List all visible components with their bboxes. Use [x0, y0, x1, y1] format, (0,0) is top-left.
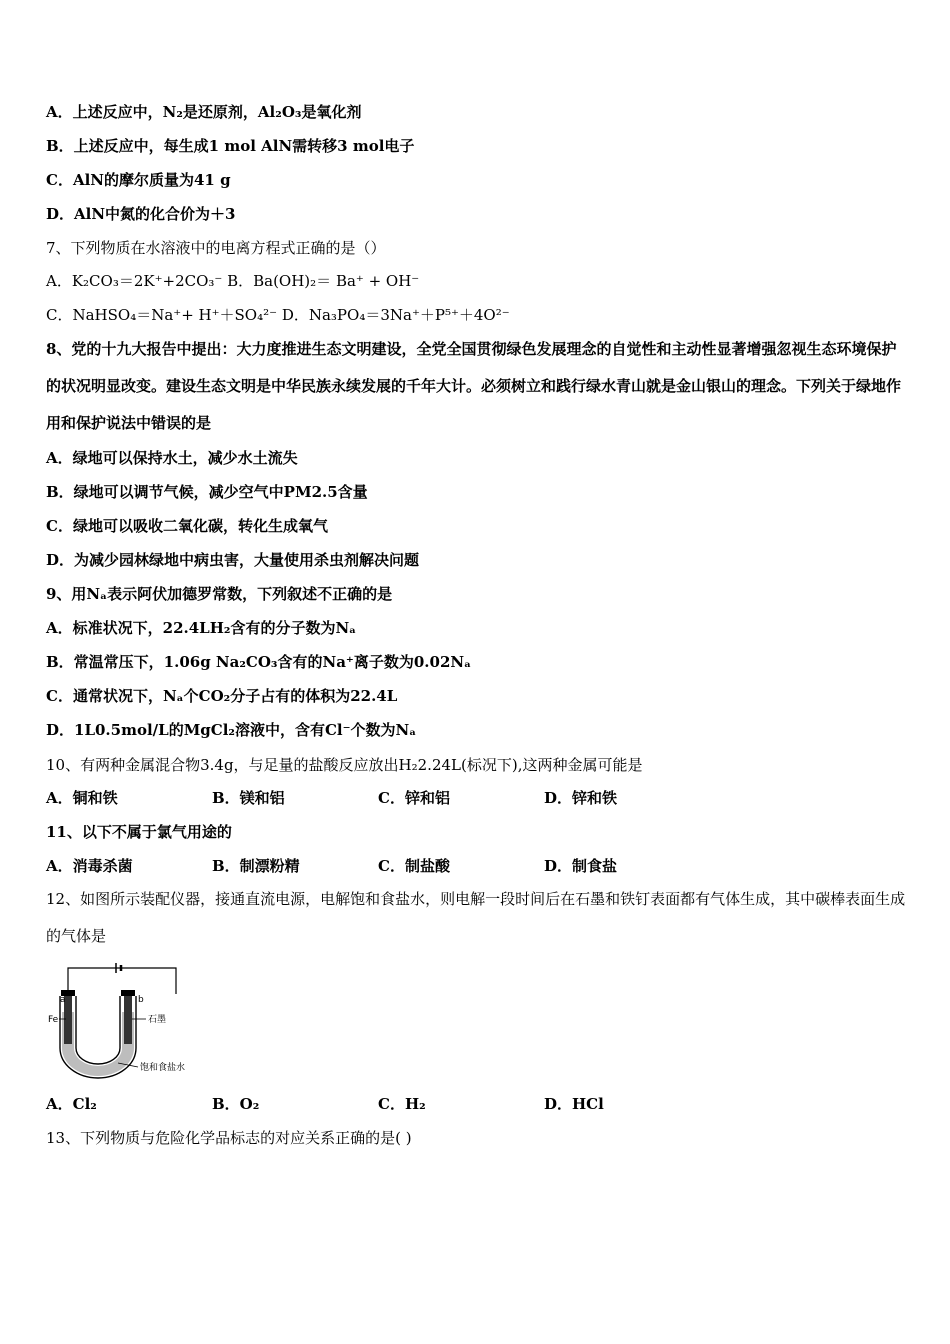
- q12-option-a: A．Cl₂: [46, 1095, 97, 1113]
- u-tube-inner: [76, 996, 120, 1064]
- label-a: a: [60, 995, 66, 1005]
- q9-option-b: B．常温常压下，1.06g Na₂CO₃含有的Na⁺离子数为0.02Nₐ: [46, 653, 472, 671]
- q8-stem: 8、党的十九大报告中提出：大力度推进生态文明建设，全党全国贯彻绿色发展理念的自觉性和主动性显著增强忽视生态环境保护的状况明显改变。建设生态文明是中华民族永续发展的千年大计。必须树立和践行绿水青山就是金山银山的理念。下列关于绿地作用和保护说法中错误的是: [46, 340, 902, 432]
- q6-option-d: D．AlN中氮的化合价为＋3: [46, 205, 236, 223]
- q10-option-b: B．镁和铝: [212, 789, 285, 807]
- q6-option-c: C．AlN的摩尔质量为41 g: [46, 171, 231, 189]
- q9-option-a: A．标准状况下，22.4LH₂含有的分子数为Nₐ: [46, 619, 357, 637]
- q9-option-c: C．通常状况下，Nₐ个CO₂分子占有的体积为22.4L: [46, 687, 398, 705]
- electrolysis-u-tube-figure: [46, 960, 196, 1080]
- q6-option-b: B．上述反应中，每生成1 mol AlN需转移3 mol电子: [46, 137, 415, 155]
- q11-option-b: B．制漂粉精: [212, 857, 300, 875]
- q10-option-a: A．铜和铁: [46, 789, 118, 807]
- q12-option-b: B．O₂: [212, 1095, 260, 1113]
- q8-option-a: A．绿地可以保持水土，减少水土流失: [46, 449, 298, 467]
- q11-option-a: A．消毒杀菌: [46, 857, 133, 875]
- graphite-electrode: [124, 994, 132, 1044]
- q9-option-d: D．1L0.5mol/L的MgCl₂溶液中，含有Cl⁻个数为Nₐ: [46, 721, 417, 739]
- label-brine: 饱和食盐水: [140, 1063, 186, 1073]
- q10-option-d: D．锌和铁: [544, 789, 618, 807]
- q8-option-b: B．绿地可以调节气候，减少空气中PM2.5含量: [46, 483, 368, 501]
- label-b: b: [138, 995, 144, 1005]
- q12-option-c: C．H₂: [378, 1095, 426, 1113]
- q12-stem: 12、如图所示装配仪器，接通直流电源，电解饱和食盐水，则电解一段时间后在石墨和铁钉表面都有气体生成，其中碳棒表面生成的气体是: [46, 890, 906, 945]
- q12-options: [46, 1094, 710, 1114]
- q8-option-d: D．为减少园林绿地中病虫害，大量使用杀虫剂解决问题: [46, 551, 420, 569]
- q10-stem: 10、有两种金属混合物3.4g，与足量的盐酸反应放出H₂2.24L(标况下),这两种金属可能是: [46, 756, 643, 774]
- q7-stem: 7、下列物质在水溶液中的电离方程式正确的是（）: [46, 239, 386, 257]
- q8-option-c: C．绿地可以吸收二氧化碳，转化生成氧气: [46, 517, 328, 535]
- q11-option-d: D．制食盐: [544, 857, 618, 875]
- q11-option-c: C．制盐酸: [378, 857, 450, 875]
- q7-options-cd: C．NaHSO₄＝Na⁺+ H⁺＋SO₄²⁻ D．Na₃PO₄＝3Na⁺＋P⁵⁺＋4O²⁻: [46, 306, 510, 324]
- q11-options: [46, 856, 710, 876]
- label-graphite: 石墨: [148, 1015, 167, 1025]
- q9-stem: 9、用Nₐ表示阿伏加德罗常数，下列叙述不正确的是: [46, 585, 393, 603]
- q12-option-d: D．HCl: [544, 1095, 604, 1113]
- label-fe: Fe: [48, 1015, 59, 1025]
- stopper-right: [121, 990, 135, 996]
- q10-options: [46, 788, 710, 808]
- q10-option-c: C．锌和铝: [378, 789, 450, 807]
- q6-option-a: A．上述反应中，N₂是还原剂，Al₂O₃是氧化剂: [46, 103, 362, 121]
- brine-solution: [62, 1012, 134, 1076]
- q7-options-ab: A．K₂CO₃＝2K⁺+2CO₃⁻ B．Ba(OH)₂＝ Ba⁺ + OH⁻: [46, 272, 420, 290]
- q13-stem: 13、下列物质与危险化学品标志的对应关系正确的是( ): [46, 1129, 412, 1147]
- q11-stem: 11、以下不属于氯气用途的: [46, 823, 232, 841]
